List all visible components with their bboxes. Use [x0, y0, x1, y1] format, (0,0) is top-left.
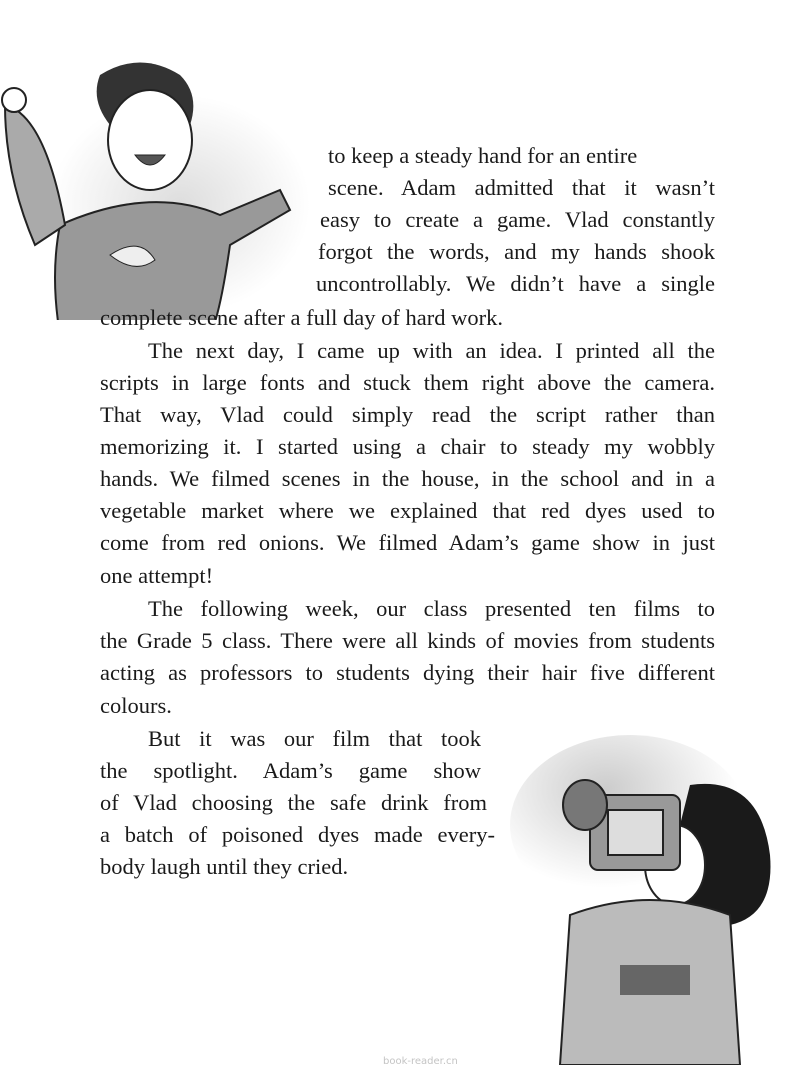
text-line: acting as professors to students dying their hair five different: [100, 660, 715, 685]
text-line: body laugh until they cried.: [100, 854, 349, 879]
text-line: the spotlight. Adam’s game show: [100, 758, 481, 783]
text-line: The following week, our class presented ten films to: [148, 596, 715, 621]
text-line: That way, Vlad could simply read the script rather than: [100, 402, 715, 427]
text-line: But it was our film that took: [148, 726, 481, 751]
text-line: The next day, I came up with an idea. I printed all the: [148, 338, 715, 363]
text-line: scripts in large fonts and stuck them right above the camera.: [100, 370, 715, 395]
text-line: a batch of poisoned dyes made every-: [100, 822, 495, 847]
text-line: of Vlad choosing the safe drink from: [100, 790, 487, 815]
text-line: complete scene after a full day of hard work.: [100, 305, 503, 330]
text-line: uncontrollably. We didn’t have a single: [316, 271, 715, 296]
text-line: scene. Adam admitted that it wasn’t: [328, 175, 715, 200]
text-line: the Grade 5 class. There were all kinds of movies from students: [100, 628, 715, 653]
boy-waving-illustration: [0, 55, 310, 320]
text-line: colours.: [100, 693, 172, 718]
text-line: come from red onions. We filmed Adam’s game show in just: [100, 530, 715, 555]
text-line: easy to create a game. Vlad constantly: [320, 207, 715, 232]
boy-with-camera-illustration: [500, 735, 800, 1065]
watermark: book-reader.cn: [383, 1056, 458, 1067]
text-line: to keep a steady hand for an entire: [328, 143, 638, 168]
text-line: hands. We filmed scenes in the house, in the school and in a: [100, 466, 715, 491]
text-line: vegetable market where we explained that red dyes used to: [100, 498, 715, 523]
text-line: one attempt!: [100, 563, 214, 588]
text-line: forgot the words, and my hands shook: [318, 239, 715, 264]
text-line: memorizing it. I started using a chair to steady my wobbly: [100, 434, 715, 459]
